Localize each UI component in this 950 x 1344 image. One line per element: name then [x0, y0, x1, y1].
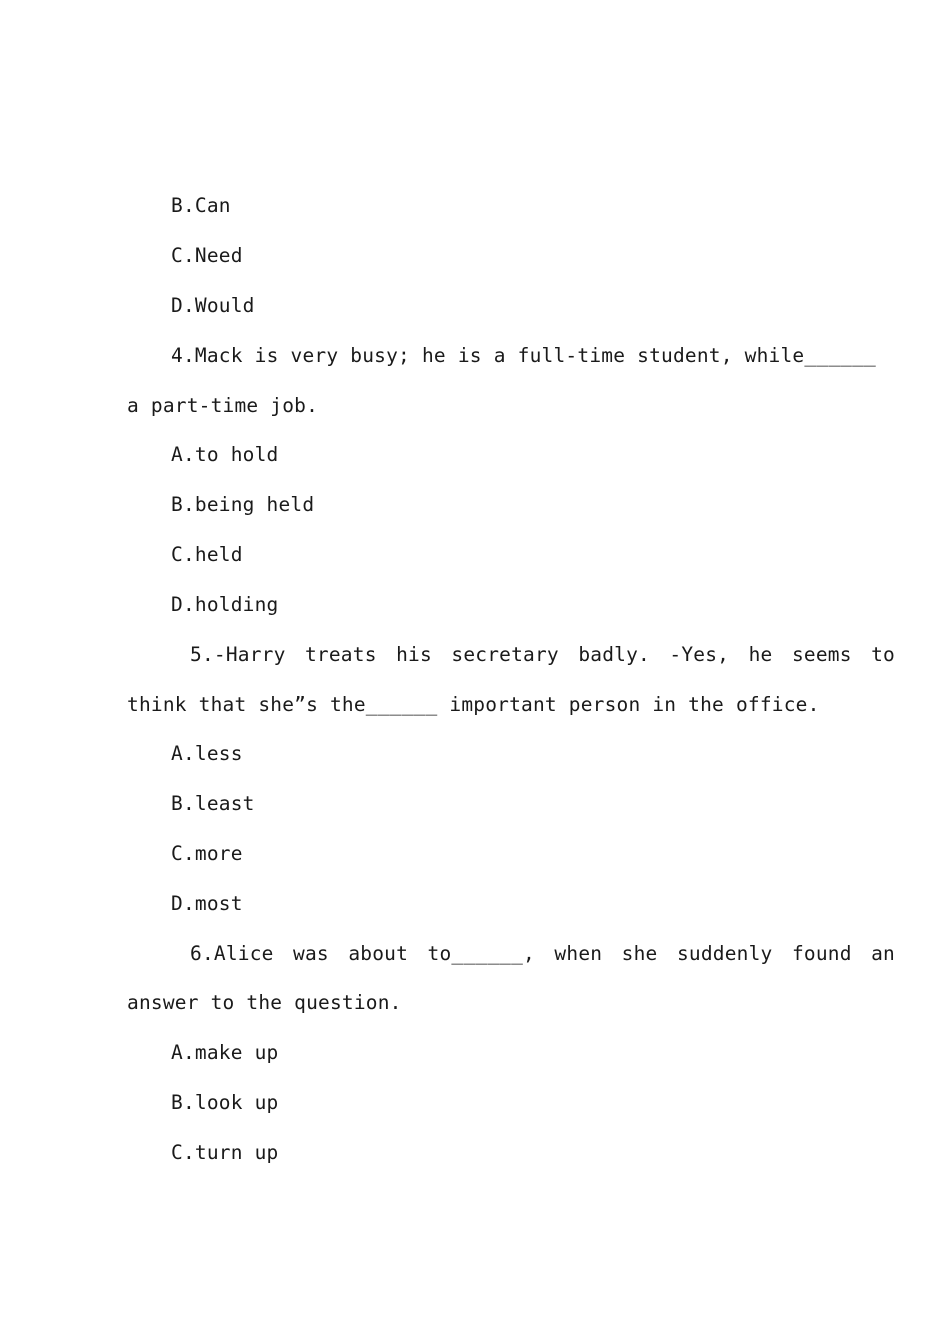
question-5-stem-line2: think that she”s the______ important person in the office.	[127, 693, 820, 716]
option-5c: C.more	[171, 842, 243, 865]
option-5d: D.most	[171, 892, 243, 915]
option-5a: A.less	[171, 742, 243, 765]
question-6-stem-line2: answer to the question.	[127, 991, 402, 1014]
option-3c: C.Need	[171, 244, 243, 267]
option-6a: A.make up	[171, 1041, 279, 1064]
option-5b: B.least	[171, 792, 255, 815]
option-6c: C.turn up	[171, 1141, 279, 1164]
option-4a: A.to hold	[171, 443, 279, 466]
option-4d: D.holding	[171, 593, 279, 616]
option-4b: B.being held	[171, 493, 315, 516]
option-3d: D.Would	[171, 294, 255, 317]
question-4-stem-line1: 4.Mack is very busy; he is a full-time student, while______	[171, 344, 876, 367]
option-4c: C.held	[171, 543, 243, 566]
question-5-stem-line1: 5.-Harry treats his secretary badly. -Yes, he seems to	[190, 643, 895, 666]
option-6b: B.look up	[171, 1091, 279, 1114]
option-3b: B.Can	[171, 194, 231, 217]
question-4-stem-line2: a part-time job.	[127, 394, 319, 417]
question-6-stem-line1: 6.Alice was about to______, when she suddenly found an	[190, 942, 895, 965]
